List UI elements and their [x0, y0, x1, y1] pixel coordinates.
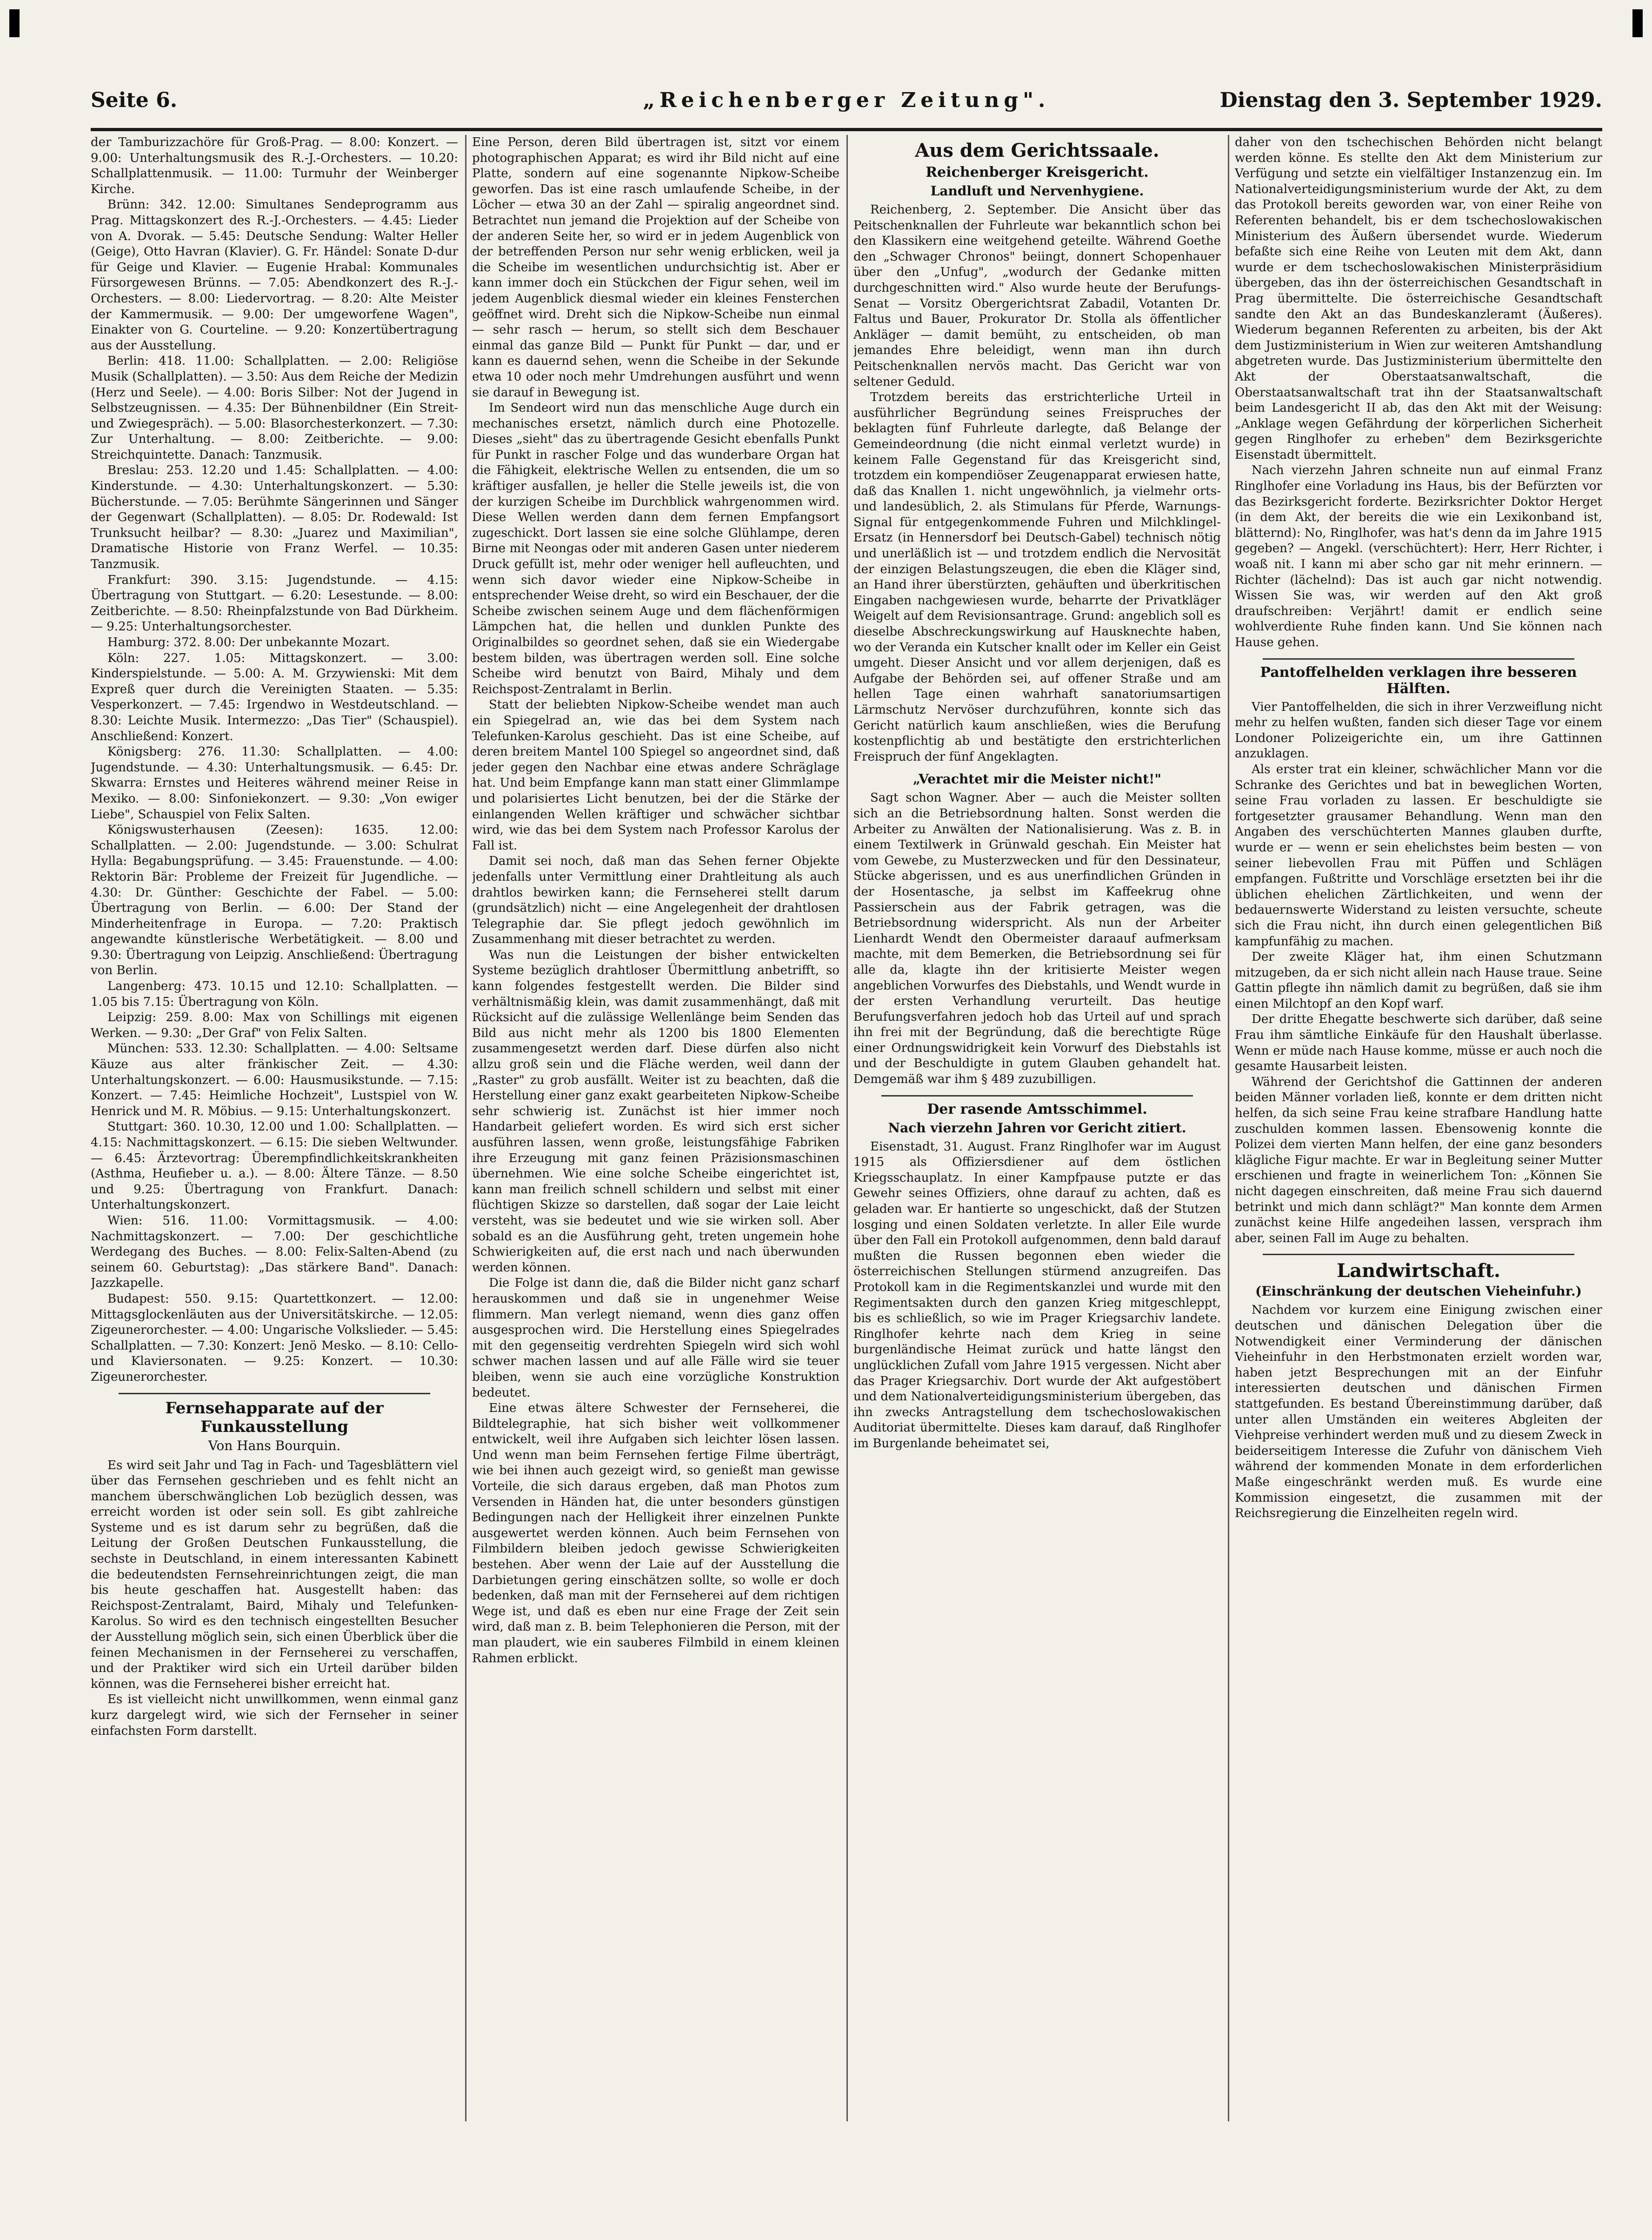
article-paragraph: Reichenberg, 2. September. Die Ansicht über das Peitschenknallen der Fuhrleute war bekanntlich schon bei den Klassikern eine weitgehend geteilte. Während Goethe den „Schwager Chronos" beiingt, donnert Schopenhauer über den „Unfug", „wodurch der Gedanke mitten durchgeschnitten wird." Also wurde heute der Berufungs-Senat — Vorsitz Obergerichtsrat Zabadil, Votanten Dr. Faltus und Bauer, Prokurator Dr. Stolla als öffentlicher Ankläger — damit bemüht, zu entscheiden, ob man jemandes Ehre beleidigt, wenn man ihn durch Peitschenknallen nervös macht. Das Gericht war von seltener Geduld. — [853, 203, 1221, 389]
article-title: „Verachtet mir die Meister nicht!" — [913, 771, 1161, 787]
radio-paragraph: Langenberg: 473. 10.15 und 12.10: Schallplatten. — 1.05 bis 7.15: Übertragung von Köln. — [91, 979, 458, 1009]
column-divider — [1228, 135, 1229, 2121]
article-paragraph: Es ist vielleicht nicht unwillkommen, wenn einmal ganz kurz dargelegt wird, wie sich der Fernseher in seiner einfachsten Form darstellt. — [91, 1692, 458, 1738]
column-divider — [846, 135, 848, 2121]
article-paragraph: Eine Person, deren Bild übertragen ist, sitzt vor einem photographischen Apparat; es wird ihr Bild nicht auf eine Platte, sondern auf eine sogenannte Nipkow-Scheibe geworfen. Das ist eine rasch umlaufende Scheibe, in der Löcher — etwa 30 an der Zahl — spiralig angeordnet sind. Betrachtet nun jemand die Projektion auf der Scheibe von der anderen Seite her, so wird er in jedem Augenblick von der betreffenden Person nur sehr wenig erblicken, weil ja die Scheibe im wesentlichen undurchsichtig ist. Aber er kann immer doch ein Stückchen der Figur sehen, weil im jedem Augenblick diesmal wieder ein kleines Fensterchen geöffnet wird. Dreht sich die Nipkow-Scheibe nun einmal — sehr rasch — herum, so stellt sich dem Beschauer einmal das ganze Bild — Punkt für Punkt — dar, und er kann es dauernd sehen, wenn die Scheibe in der Sekunde etwa 10 oder noch mehr Umdrehungen ausführt und wenn sie darauf in Bewegung ist. — [472, 135, 839, 400]
article-paragraph: Es wird seit Jahr und Tag in Fach- und Tagesblättern viel über das Fernsehen geschrieben und es fehlt nicht an manchem überschwänglichen Lob bezüglich dessen, was erreicht worden ist oder sein soll. Es gibt zahlreiche Systeme und es ist darum sehr zu begrüßen, daß die Leitung der Großen Deutschen Funkausstellung, die sechste in Deutschland, in einem interessanten Kabinett die bedeutendsten Fernsehreinrichtungen zeigt, die man bis heute geschaffen hat. Ausgestellt haben: das Reichspost-Zentralamt, Baird, Mihaly und Telefunken-Karolus. So wird es den technisch eingestellten Besucher der Ausstellung möglich sein, sich einen Überblick über die feinen Mechanismen in der Fernseherei zu verschaffen, und der Praktiker wird sich ein Urteil darüber bilden können, was die Fernseherei bisher erreicht hat. — [91, 1458, 458, 1691]
article-title: Landluft und Nervenhygiene. — [930, 183, 1144, 199]
column-1 — [91, 135, 458, 2121]
article-title: Der rasende Amtsschimmel. — [927, 1101, 1147, 1117]
article-paragraph: Als erster trat ein kleiner, schwächlicher Mann vor die Schranke des Gerichtes und bat in beweglichen Worten, seine Frau vorladen zu lassen. Er beschuldigte sie fortgesetzter grausamer Behandlung. Wenn man den Angaben des verschüchterten Mannes glauben durfte, wurde er — wenn er sein ehelichstes beim besten — von seiner liebevollen Frau mit Püffen und Schlägen empfangen. Fußtritte und Vorschläge ersetzten bei ihr die üblichen ehelichen Zärtlichkeiten, und wenn der bedauernswerte Widerstand zu leisten versuchte, scheute sich die Frau nicht, ihn durch einen gelegentlichen Biß kampfunfähig zu machen. — [1235, 762, 1602, 949]
article-paragraph: Was nun die Leistungen der bisher entwickelten Systeme bezüglich drahtloser Übermittlung anbetrifft, so kann folgendes festgestellt werden. Die Bilder sind verhältnismäßig klein, was damit zusammenhängt, daß mit Rücksicht auf die zulässige Wellenlänge beim Senden das Bild aus nicht mehr als 1200 bis 1800 Elementen zusammengesetzt werden darf. Diese dürfen also nicht allzu groß sein und die Fläche werden, weil dann der „Raster" zu grob ausfällt. Weiter ist zu beachten, daß die Herstellung einer ganz exakt gearbeiteten Nipkow-Scheibe sehr schwierig ist. Zunächst ist hier immer noch Handarbeit geliefert worden. Es wird sich erst sicher ausführen lassen, wenn große, leistungsfähige Fabriken ihre Erzeugung mit ganz feinen Präzisionsmaschinen übernehmen. Wie eine solche Scheibe eingerichtet ist, kann man freilich schnell schildern und selbst mit einer flüchtigen Skizze so darstellen, daß sogar der Laie leicht versteht, was sie bedeutet und wie sie wirken soll. Aber sobald es an die Ausführung geht, treten ungemein hohe Schwierigkeiten auf, die erst nach und nach überwunden werden können. — [472, 948, 839, 1275]
column-4 — [1235, 135, 1602, 2121]
article-paragraph: Eine etwas ältere Schwester der Fernseherei, die Bildtelegraphie, hat sich bisher weit vollkommener entwickelt, weil ihre Aufgaben sich leichter lösen lassen. Und wenn man beim Fernsehen fertige Filme überträgt, wie bei ihnen auch gezeigt wird, so genießt man gewisse Vorteile, die sich daraus ergeben, daß man Photos zum Versenden in Händen hat, die unter besonders günstigen Bedingungen nach der Helligkeit ihrer einzelnen Punkte ausgewertet werden können. Auch beim Fernsehen von Filmbildern bleiben jedoch gewisse Schwierigkeiten bestehen. Aber wenn der Laie auf der Ausstellung die Darbietungen gering einschätzen sollte, so wolle er doch bedenken, daß man mit der Fernseherei auf dem richtigen Wege ist, und daß es eben nur eine Frage der Zeit sein wird, daß man z. B. beim Telephonieren die Person, mit der man plaudert, wie ein sauberes Filmbild in einem kleinen Rahmen erblickt. — [472, 1401, 839, 1665]
section-title: Landwirtschaft. — [1337, 1260, 1500, 1282]
crop-mark-left — [9, 9, 20, 37]
article-paragraph: Sagt schon Wagner. Aber — auch die Meister sollten sich an die Betriebsordnung halten. Sonst werden die Arbeiter zu Anwälten der Nationalisierung. Was z. B. in einem Textilwerk in Grünwald geschah. Ein Meister hat vom Gewebe, zu Musterzwecken und für den Dessinateur, Stücke abgerissen, und es aus unerfindlichen Gründen in der Hosentasche, ja selbst im Kaffeekrug ohne Passierschein aus der Fabrik getragen, was die Betriebsordnung widerspricht. Als nun der Arbeiter Lienhardt Wendt den Obermeister daraauf aufmerksam machte, mit dem Bemerken, die Betriebsordnung sei für alle da, klagte ihn der kritisierte Meister wegen angeblichen Vorwurfes des Diebstahls, und Wendt wurde in der ersten Verhandlung verurteilt. Das heutige Berufungsverfahren jedoch hob das Urteil auf und sprach ihn frei mit der Begründung, daß die berechtigte Rüge einer Ordnungswidrigkeit kein Vorwurf des Diebstahls ist und der Beschuldigte in gutem Glauben gehandelt hat. Demgemäß war ihm § 489 zuzubilligen. — [853, 791, 1221, 1087]
article-paragraph: daher von den tschechischen Behörden nicht belangt werden könne. Es stellte den Akt dem Ministerium zur Verfügung und setzte ein vielfältiger Instanzenzug ein. Im Nationalverteidigungsministerium wurde der Akt, zu dem das Protokoll bereits geworden war, von einer Reihe von Referenten behandelt, bis er dem tschechoslowakischen Ministerium des Äußern übersendet wurde. Wiederum befaßte sich eine Reihe von Leuten mit dem Akt, dann wurde er dem tschechoslowakischen Ministerpräsidium übergeben, das ihn der österreichischen Gesandtschaft in Prag übermittelte. Die österreichische Gesandtschaft sandte den Akt an das Bundeskanzleramt (Äußeres). Wiederum begannen Referenten zu arbeiten, bis der Akt dem Justizministerium in Wien zur weiteren Amtshandlung abgetreten wurde. Das Justizministerium übermittelte den Akt der Oberstaatsanwaltschaft, die Oberstaatsanwaltschaft trat ihn der Staatsanwaltschaft beim Landesgericht II ab, das den Akt mit der Weisung: „Anklage wegen Gefährdung der körperlichen Sicherheit gegen Ringlhofer zu erheben" dem Bezirksgerichte Eisenstadt übermittelt. — [1235, 135, 1602, 462]
header-rule — [91, 128, 1602, 131]
article-title: Fernsehapparate auf der Funkausstellung — [165, 1398, 384, 1436]
radio-paragraph: Königsberg: 276. 11.30: Schallplatten. — 4.00: Jugendstunde. — 4.30: Unterhaltungsmusik. — 6.45: Dr. Skwarra: Ernstes und Heiteres während meiner Reise in Mexiko. — 8.00: Sinfoniekonzert. — 9.30: „Von ewiger Liebe", Schauspiel von Felix Salten. — [91, 745, 458, 822]
article-subtitle: Nach vierzehn Jahren vor Gericht zitiert. — [888, 1120, 1186, 1136]
article-paragraph: Der zweite Kläger hat, ihm einen Schutzmann mitzugeben, da er sich nicht allein nach Hause traue. Seine Gattin pflegte ihn nämlich damit zu begrüßen, daß sie ihm einen Milchtopf an den Kopf warf. — [1235, 950, 1602, 1011]
article-byline: Von Hans Bourquin. — [208, 1438, 341, 1453]
radio-paragraph: Wien: 516. 11.00: Vormittagsmusik. — 4.00: Nachmittagskonzert. — 7.00: Der geschichtliche Werdegang des Buches. — 8.00: Felix-Salten-Abend (zu seinem 60. Geburtstag): „Das stärkere Band". Danach: Jazzkapelle. — [91, 1213, 458, 1291]
section-rule — [1263, 1254, 1574, 1255]
section-subtitle: Reichenberger Kreisgericht. — [926, 164, 1149, 181]
article-title: Pantoffelhelden verklagen ihre besseren Hälften. — [1260, 664, 1577, 697]
column-divider — [465, 135, 466, 2121]
radio-paragraph: Budapest: 550. 9.15: Quartettkonzert. — 12.00: Mittagsglockenläuten aus der Universitätskirche. — 12.05: Zigeunerorchester. — 4.00: Ungarische Volkslieder. — 5.45: Schallplatten. — 7.30: Konzert: Jenö Mesko. — 8.10: Cello- und Klaviersonaten. — 9.25: Konzert. — 10.30: Zigeunerorchester. — [91, 1291, 458, 1384]
radio-paragraph: der Tamburizzachöre für Groß-Prag. — 8.00: Konzert. — 9.00: Unterhaltungsmusik des R.-J.-Orchesters. — 10.20: Schallplattenmusik. — 11.00: Turmuhr der Weinberger Kirche. — [91, 135, 458, 196]
radio-paragraph: Königswusterhausen (Zeesen): 1635. 12.00: Schallplatten. — 2.00: Jugendstunde. — 3.00: Schulrat Hylla: Begabungsprüfung. — 3.45: Frauenstunde. — 4.00: Rektorin Bär: Probleme der Freizeit für Jugendliche. — 4.30: Dr. Günther: Geschichte der Fabel. — 5.00: Übertragung von Berlin. — 6.00: Der Stand der Minderheitenfrage in Europa. — 7.20: Praktisch angewandte künstlerische Werbetätigkeit. — 8.00 und 9.30: Übertragung von Leipzig. Anschließend: Übertragung von Berlin. — [91, 823, 458, 978]
article-paragraph: Vier Pantoffelhelden, die sich in ihrer Verzweiflung nicht mehr zu helfen wußten, fanden sich dieser Tage vor einem Londoner Polizeigerichte ein, um ihre Gattinnen anzuklagen. — [1235, 700, 1602, 761]
article-paragraph: Statt der beliebten Nipkow-Scheibe wendet man auch ein Spiegelrad an, wie das bei dem System nach Telefunken-Karolus geschieht. Das ist eine Scheibe, auf deren breitem Mantel 100 Spiegel so angeordnet sind, daß jeder gegen den Nachbar eine etwas andere Schräglage hat. Und beim Empfange kann man statt einer Glimmlampe und polarisiertes Licht benutzen, bei der die Stärke der einlangenden Wellen kräftiger und schwächer sichtbar wird, wie das bei dem System nach Professor Karolus der Fall ist. — [472, 698, 839, 853]
radio-paragraph: Berlin: 418. 11.00: Schallplatten. — 2.00: Religiöse Musik (Schallplatten). — 3.50: Aus dem Reiche der Medizin (Herz und Seele). — 4.00: Boris Silber: Not der Jugend in Selbstzeugnissen. — 4.35: Der Bühnenbildner (Ein Streit- und Zwiegespräch). — 5.00: Blasorchesterkonzert. — 7.30: Zur Unterhaltung. — 8.00: Zeitberichte. — 9.00: Streichquintette. Danach: Tanzmusik. — [91, 354, 458, 462]
radio-paragraph: Stuttgart: 360. 10.30, 12.00 und 1.00: Schallplatten. — 4.15: Nachmittagskonzert. — 6.15: Die sieben Weltwunder. — 6.45: Ärztevortrag: Überempfindlichkeitskrankheiten (Asthma, Heufieber u. a.). — 8.00: Ältere Tänze. — 8.50 und 9.25: Übertragung von Frankfurt. Danach: Unterhaltungskonzert. — [91, 1120, 458, 1212]
section-rule — [1263, 658, 1574, 660]
page-header — [91, 88, 1602, 121]
article-paragraph: Eisenstadt, 31. August. Franz Ringlhofer war im August 1915 als Offiziersdiener auf dem östlichen Kriegsschauplatz. In einer Kampfpause putzte er das Gewehr seines Offiziers, ohne darauf zu achten, daß es geladen war. Er hantierte so ungeschickt, daß der Stutzen losging und einen Soldaten verletzte. In aller Eile wurde über den Fall ein Protokoll aufgenommen, denn bald darauf mußten die Russen begonnen eben wieder die österreichischen Stellungen stürmend anzugreifen. Das Protokoll kam in die Regimentskanzlei und wurde mit den Regimentsakten durch den ganzen Krieg mitgeschleppt, bis es schließlich, so wie im Prager Kriegsarchiv landete. Ringlhofer kehrte nach dem Krieg in seine burgenländische Heimat zurück und hatte längst den unglücklichen Zufall vom Jahre 1915 vergessen. Nicht aber das Prager Kriegsarchiv. Dort wurde der Akt aufgestöbert und dem Nationalverteidigungsministerium übergeben, das ihn zwecks Antragstellung dem tschechoslowakischen Auditoriat übermittelte. Dieses kam darauf, daß Ringlhofer im Burgenlande beheimatet sei, — [853, 1139, 1221, 1451]
column-2 — [472, 135, 839, 2121]
radio-paragraph: München: 533. 12.30: Schallplatten. — 4.00: Seltsame Käuze aus alter fränkischer Zeit. — 4.30: Unterhaltungskonzert. — 6.00: Hausmusikstunde. — 7.15: Konzert. — 7.45: Heimliche Hochzeit", Lustspiel von W. Henrick und M. R. Möbius. — 9.15: Unterhaltungskonzert. — [91, 1042, 458, 1118]
radio-paragraph: Breslau: 253. 12.20 und 1.45: Schallplatten. — 4.00: Kinderstunde. — 4.30: Unterhaltungskonzert. — 5.30: Bücherstunde. — 7.05: Berühmte Sängerinnen und Sänger der Gegenwart (Schallplatten). — 8.05: Dr. Rodewald: Ist Trunksucht heilbar? — 8.30: „Juarez und Maximilian", Dramatische Historie von Franz Werfel. — 10.35: Tanzmusik. — [91, 463, 458, 572]
article-paragraph: Im Sendeort wird nun das menschliche Auge durch ein mechanisches ersetzt, nämlich durch eine Photozelle. Dieses „sieht" das zu übertragende Gesicht ebenfalls Punkt für Punkt in rascher Folge und das wunderbare Organ hat die Fähigkeit, elektrische Wellen zu entsenden, die um so kräftiger ausfallen, je heller die Stelle jeweils ist, die von der kurzigen Scheibe im Durchblick wahrgenommen wird. Diese Wellen werden dann dem fernen Empfangsort zugeschickt. Dort lassen sie eine solche Glühlampe, deren Birne mit Neongas oder mit anderen Gasen unter niederem Druck gefüllt ist, mehr oder weniger hell aufleuchten, und wenn sich davor wieder eine Nipkow-Scheibe in entsprechender Weise dreht, so wird ein Beschauer, der die Scheibe zwischen seinem Auge und dem flächenförmigen Lämpchen hat, die hellen und dunklen Punkte des Originalbildes so geordnet sehen, daß sie ein Wiedergabe bestem bilden, was übertragen werden soll. Eine solche Scheibe wird benutzt von Baird, Mihaly und dem Reichspost-Zentralamt in Berlin. — [472, 401, 839, 696]
article-paragraph: Nach vierzehn Jahren schneite nun auf einmal Franz Ringlhofer eine Vorladung ins Haus, bis der Befürzten vor das Bezirksgericht forderte. Bezirksrichter Doktor Herget (in dem Akt, der bereits die wie ein Lexikonband ist, blätternd): No, Ringlhofer, was hat's denn da im Jahre 1915 gegeben? — Angekl. (verschüchtert): Herr, Herr Richter, i woaß nit. I kann mi aber scho gar nit mehr erinnern. — Richter (lächelnd): Das ist auch gar nicht notwendig. Wissen Sie was, wir werden auf den Akt groß draufschreiben: Verjährt! damit er endlich seine wohlverdiente Ruhe finden kann. Und Sie können nach Hause gehen. — [1235, 463, 1602, 649]
radio-paragraph: Leipzig: 259. 8.00: Max von Schillings mit eigenen Werken. — 9.30: „Der Graf" von Felix Salten. — [91, 1010, 458, 1040]
radio-paragraph: Frankfurt: 390. 3.15: Jugendstunde. — 4.15: Übertragung von Stuttgart. — 6.20: Lesestunde. — 8.00: Zeitberichte. — 8.50: Rheinpfalzstunde von Bad Dürkheim. — 9.25: Unterhaltungsorchester. — [91, 573, 458, 634]
article-paragraph: Trotzdem bereits das erstrichterliche Urteil in ausführlicher Begründung seines Freispruches der beklagten fünf Fuhrleute darlegte, daß Belange der Gemeindeordnung (die nicht einmal verletzt wurde) in keinem Falle Gegenstand für das Kreisgericht sind, trotzdem ein kompendiöser Zeugenapparat erwiesen hatte, daß das Knallen 1. nicht ungewöhnlich, ja vielmehr orts- und landesüblich, 2. als Stimulans für Pferde, Warnungs-Signal für entgegenkommende Fuhren und Milchklingel-Ersatz (in Hennersdorf bei Deutsch-Gabel) technisch nötig und unerläßlich ist — und trotzdem endlich die Nervosität der einzigen Belastungszeugen, die eben die Kläger sind, an Hand ihrer überstürzten, gehäuften und überkritischen Eingaben nachgewiesen wurde, beharrte der Privatkläger Weigelt auf dem Revisionsantrage. Grund: angeblich soll es dieselbe Abschreckungswirkung auf Hausknechte haben, wo der Veranda ein Kutscher knallt oder im Keller ein Geist umgeht. Dieser Ansicht und vor allem derjenigen, daß es Aufgabe der Behörden sei, auf offener Straße und am hellen Tage einen wahrhaft sanatoriumsartigen Lärmschutz Nervöser durchzuführen, konnte sich das Gericht natürlich kaum anschließen, wies die Berufung kostenpflichtig ab und bestätigte den erstrichterlichen Freispruch der fünf Angeklagten. — [853, 390, 1221, 764]
article-paragraph: Damit sei noch, daß man das Sehen ferner Objekte jedenfalls unter Vermittlung einer Drahtleitung als auch drahtlos bewirken kann; die Fernseherei stellt darum (grundsätzlich) nicht — eine Angelegenheit der drahtlosen Telegraphie dar. Sie pflegt jedoch gewöhnlich im Zusammenhang mit dieser betrachtet zu werden. — [472, 854, 839, 947]
issue-date: Dienstag den 3. September 1929. — [1219, 88, 1602, 112]
crop-mark-right — [1632, 9, 1643, 37]
radio-paragraph: Brünn: 342. 12.00: Simultanes Sendeprogramm aus Prag. Mittagskonzert des R.-J.-Orchesters. — 4.45: Lieder von A. Dvorak. — 5.45: Deutsche Sendung: Walter Heller (Geige), Otto Havran (Klavier). G. Fr. Händel: Sonate D-dur für Geige und Klavier. — Eugenie Hrabal: Kommunales Fürsorgewesen Brünns. — 7.05: Abendkonzert des R.-J.-Orchesters. — 8.00: Liedervortrag. — 8.20: Alte Meister der Kammermusik. — 9.00: Der umgeworfene Wagen", Einakter von G. Courteline. — 9.20: Konzertübertragung aus der Ausstellung. — [91, 198, 458, 353]
radio-paragraph: Hamburg: 372. 8.00: Der unbekannte Mozart. — [107, 635, 390, 649]
article-paragraph: Der dritte Ehegatte beschwerte sich darüber, daß seine Frau ihm sämtliche Einkäufe für den Haushalt überlasse. Wenn er müde nach Hause komme, müsse er auch noch die gesamte Hausarbeit leisten. — [1235, 1012, 1602, 1074]
page-number: Seite 6. — [91, 88, 178, 112]
article-paragraph: Nachdem vor kurzem eine Einigung zwischen einer deutschen und dänischen Delegation über die Notwendigkeit einer Verminderung der dänischen Vieheinfuhr in den Herbstmonaten erzielt worden war, haben jetzt Besprechungen mit an der Einfuhr interessierten deutschen und dänischen Firmen stattgefunden. Es bestand Übereinstimmung darüber, daß unter allen Umständen ein weiteres Abgleiten der Viehpreise verhindert werden muß und zu diesem Zweck in beiderseitigem Interesse die Zufuhr von dänischem Vieh während der kommenden Monate in dem erforderlichen Maße eingeschränkt werden muß. Es wurde eine Kommission eingesetzt, die zusammen mit der Reichsregierung die Einzelheiten regeln wird. — [1235, 1303, 1602, 1521]
column-3 — [853, 135, 1221, 2121]
radio-paragraph: Köln: 227. 1.05: Mittagskonzert. — 3.00: Kinderspielstunde. — 5.00: A. M. Grzywienski: Mit dem Expreß quer durch die Vereinigten Staaten. — 5.35: Vesperkonzert. — 7.45: Irgendwo in Westdeutschland. — 8.30: Leichte Musik. Intermezzo: „Das Tier" (Schauspiel). Anschließend: Konzert. — [91, 651, 458, 743]
section-rule — [881, 1095, 1193, 1097]
section-title: Aus dem Gerichtssaale. — [915, 140, 1159, 161]
newspaper-name: „Reichenberger Zeitung". — [643, 88, 1050, 112]
article-paragraph: Während der Gerichtshof die Gattinnen der anderen beiden Männer vorladen ließ, konnte er dem dritten nicht helfen, da sich seine Frau keine strafbare Handlung hatte zuschulden kommen lassen. Ebensowenig konnte die Polizei dem vierten Mann helfen, der eine ganz besonders klägliche Figur machte. Er war in Begleitung seiner Mutter erschienen und fragte in weinerlichem Ton: „Können Sie nicht dagegen einschreiten, daß meine Frau sich dauernd betrinkt und mich dann schlägt?" Man konnte dem Armen zunächst keine Hilfe angedeihen lassen, versprach ihm aber, seinen Fall im Auge zu behalten. — [1235, 1075, 1602, 1245]
article-paragraph: Die Folge ist dann die, daß die Bilder nicht ganz scharf herauskommen und daß sie in ungenehmer Weise flimmern. Man verlegt niemand, wenn dies ganz offen ausgesprochen wird. Die Herstellung eines Spiegelrades mit den gegenseitig verdrehten Spiegeln wird sich wohl schwer machen lassen und auf alle Fälle wird sie teuer bleiben, wenn sie auch eine vorzügliche Konstruktion bedeutet. — [472, 1276, 839, 1400]
article-title: (Einschränkung der deutschen Vieheinfuhr.) — [1255, 1284, 1582, 1299]
section-rule — [119, 1393, 430, 1394]
